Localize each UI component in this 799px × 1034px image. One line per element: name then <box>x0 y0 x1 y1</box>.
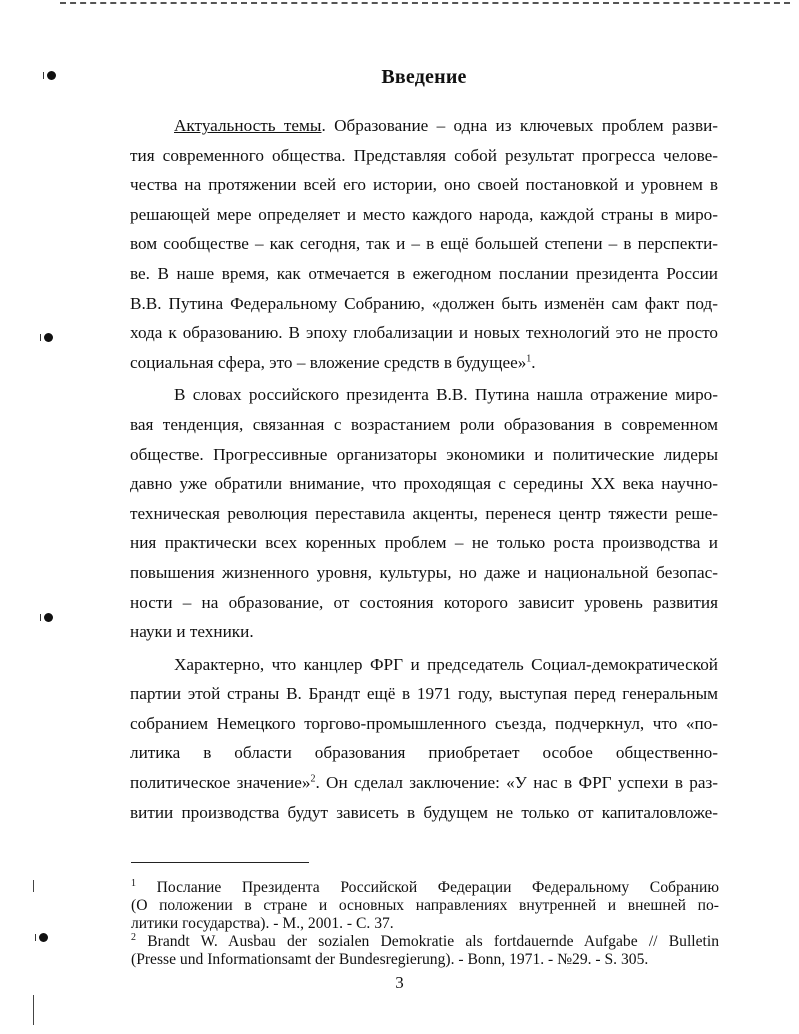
text-line: витии производства будут зависеть в будущем не только от капиталовложе- <box>130 802 718 822</box>
text-line: литика в области образования приобретает особое общественно- <box>130 743 718 763</box>
scan-edge-artifact <box>33 880 34 892</box>
footnote-number: 2 <box>131 931 136 943</box>
section-term: Актуальность темы <box>174 116 322 135</box>
paragraph <box>130 111 718 377</box>
footnote-line: (Presse und Informationsamt der Bundesregierung). - Bonn, 1971. - №29. - S. 305. <box>131 951 649 968</box>
text-line: тия современного общества. Представляя собой результат прогресса челове- <box>130 145 718 165</box>
text-line: вая тенденция, связанная с возрастанием роли образования в современном <box>130 414 718 434</box>
text-line: чества на протяжении всей его истории, оно своей постановкой и уровнем в <box>130 175 718 195</box>
footnote-line: литики государства). - М., 2001. - С. 37. <box>131 915 394 932</box>
footnote-ref: 2 <box>310 773 316 785</box>
text-line: Актуальность темы. Образование – одна из ключевых проблем разви- <box>174 116 718 135</box>
paragraph <box>130 650 718 828</box>
text-line: науки и техники. <box>130 622 254 642</box>
binding-hole-mark <box>47 71 56 80</box>
text-line: В словах российского президента В.В. Путина нашла отражение миро- <box>174 385 718 405</box>
binding-hole-mark <box>39 933 48 942</box>
page-number: 3 <box>395 973 404 992</box>
text-line: вом сообществе – как сегодня, так и – в ещё большей степени – в перспекти- <box>130 234 718 254</box>
text-line: обществе. Прогрессивные организаторы экономики и политические лидеры <box>130 444 718 464</box>
footnote-line: $^1$ Послание Президента Российской Федерации Федеральному Собранию <box>131 877 719 896</box>
paragraph <box>130 380 718 646</box>
footnote-line: $^2$ Brandt W. Ausbau der sozialen Demokratie als fortdauernde Aufgabe // Bulletin <box>131 931 719 950</box>
binding-hole-mark <box>44 333 53 342</box>
text-line: решающей мере определяет и место каждого народа, каждой страны в миро- <box>130 204 718 224</box>
text-line: собранием Немецкого торгово-промышленного съезда, подчеркнул, что «по- <box>130 713 718 733</box>
text-line: ве. В наше время, как отмечается в ежегодном послании президента России <box>130 263 718 283</box>
footnote-number: 1 <box>131 877 136 889</box>
footnote <box>131 933 719 969</box>
scan-edge-artifact <box>33 995 34 1025</box>
text-line: Характерно, что канцлер ФРГ и председатель Социал-демократической <box>174 654 718 674</box>
footnotes <box>131 879 719 969</box>
footnote <box>131 879 719 933</box>
scan-top-edge <box>60 2 790 4</box>
footnote-separator <box>131 862 309 863</box>
text-line: партии этой страны В. Брандт ещё в 1971 году, выступая перед генеральным <box>130 684 718 704</box>
footnote-ref: 1 <box>526 353 532 365</box>
text-line: хода к образованию. В эпоху глобализации и новых технологий это не просто <box>130 323 718 343</box>
text-line: В.В. Путина Федеральному Собранию, «должен быть изменён сам факт под- <box>130 293 718 313</box>
text-line: политическое значение»$^2$. Он сделал заключение: «У нас в ФРГ успехи в раз- <box>130 773 718 793</box>
page-title: Введение <box>381 66 467 88</box>
text-line: давно уже обратили внимание, что проходящая с середины XX века научно- <box>130 474 718 494</box>
footnote-line: (О положении в стране и основных направлениях внутренней и внешней по- <box>131 897 719 914</box>
text-line: техническая революция переставила акценты, перенеся центр тяжести реше- <box>130 503 718 523</box>
text-line: ности – на образование, от состояния которого зависит уровень развития <box>130 592 718 612</box>
binding-hole-mark <box>44 613 53 622</box>
text-line: повышения жизненного уровня, культуры, но даже и национальной безопас- <box>130 562 718 582</box>
text-line: ния практически всех коренных проблем – не только роста производства и <box>130 533 718 553</box>
main-text <box>130 111 718 827</box>
document-page <box>130 60 718 827</box>
text-line: социальная сфера, это – вложение средств в будущее»$^1$. <box>130 352 536 372</box>
